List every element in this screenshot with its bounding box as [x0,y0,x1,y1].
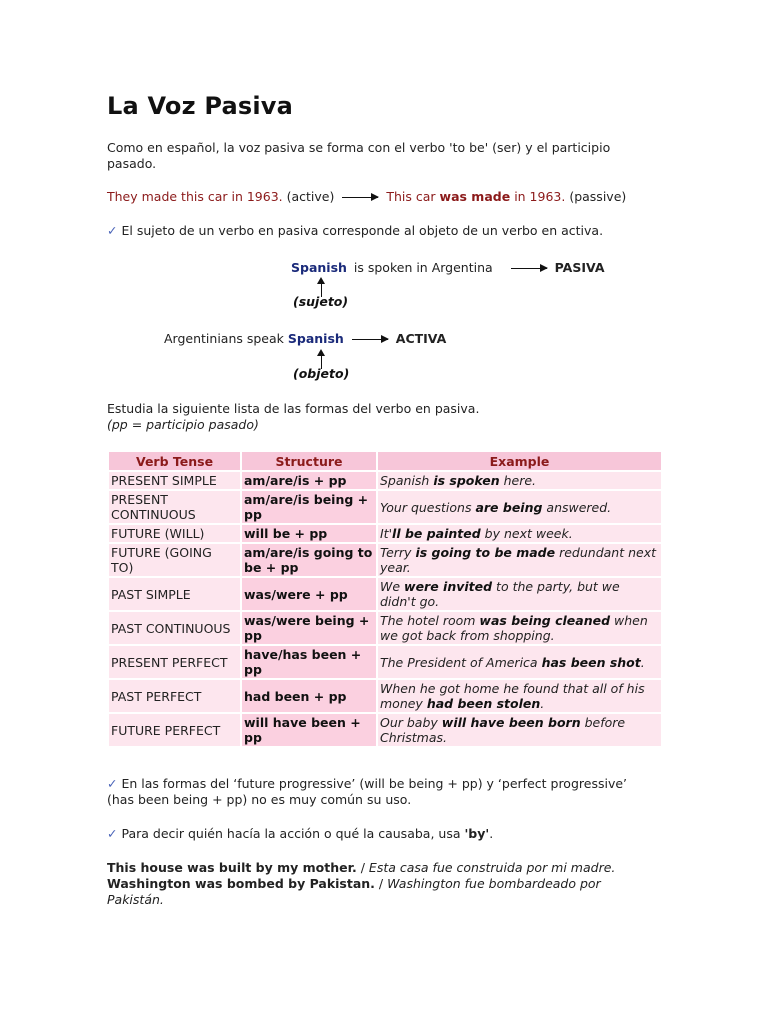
note-3 [107,826,652,842]
cell-verb-tense: FUTURE PERFECT [109,714,240,746]
note-3-by: 'by' [464,826,490,841]
cell-verb-tense: PRESENT SIMPLE [109,472,240,489]
table-row [109,680,661,712]
example-text: here. [499,473,537,488]
cell-structure: will have been + pp [242,714,376,746]
active-sentence: They made this car in 1963. [107,189,283,204]
by-example-es: Washington fue bombardeado por Pakistán. [107,876,601,907]
example-text: when we got back from shopping. [380,613,648,643]
note-2-text: En las formas del ‘future progressive’ (will be being + pp) y ‘perfect progressive’ (has been being + pp) no es muy común su uso. [107,776,628,807]
passive-prefix: This car [386,189,436,204]
study-line-1: Estudia la siguiente lista de las formas del verbo en pasiva. [107,401,480,416]
cell-structure: was/were being + pp [242,612,376,644]
page-title: La Voz Pasiva [107,92,294,120]
study-line-2: (pp = participio pasado) [107,417,259,432]
cell-example [378,612,661,644]
by-example [107,860,627,876]
example-text: . [640,654,645,670]
example-text: Terry [380,545,416,560]
active-label: (active) [286,189,335,204]
table-header-row [109,452,661,470]
cell-verb-tense: PAST SIMPLE [109,578,240,610]
table-row [109,472,661,489]
cell-structure: am/are/is + pp [242,472,376,489]
example-text: When he got home he found that all of his money [380,681,645,711]
header-structure: Structure [242,452,376,470]
by-examples [107,860,627,908]
cell-structure: am/are/is being + pp [242,491,376,523]
note-1-text: El sujeto de un verbo en pasiva corresponde al objeto de un verbo en activa. [121,223,604,238]
example-passive-verb: are being [475,499,543,515]
cell-structure: was/were + pp [242,578,376,610]
table-row [109,525,661,542]
table-row [109,646,661,678]
example-passive-verb: had been stolen [426,696,541,711]
note-2 [107,776,652,808]
cell-verb-tense: PAST PERFECT [109,680,240,712]
checkmark-icon: ✓ [107,223,118,238]
example-text: redundant next year. [380,545,657,575]
example-text: The hotel room [380,613,480,628]
intro-paragraph: Como en español, la voz pasiva se forma con el verbo 'to be' (ser) y el participio pasado. [107,140,611,171]
example-text: Your questions [380,499,476,515]
cell-example [378,525,661,542]
passive-label: (passive) [569,189,627,204]
example-text: We [380,579,405,594]
checkmark-icon: ✓ [107,826,118,841]
by-example-en: This house was built by my mother. [107,860,357,875]
active-object: Spanish [287,331,344,346]
table-row [109,578,661,610]
example-text: It' [380,526,393,541]
table-row [109,544,661,576]
by-example [107,876,627,908]
right-arrow-icon [352,339,388,340]
object-label: (objeto) [293,366,350,381]
example-text: answered. [542,499,612,515]
passive-subject: Spanish [291,260,347,275]
active-prefix: Argentinians speak [164,331,284,346]
example-passive-verb: was being cleaned [479,613,611,628]
example-passive-verb: has been shot [541,654,641,670]
passive-diagram-line [291,260,605,275]
cell-structure: am/are/is going to be + pp [242,544,376,576]
study-paragraph [107,401,652,433]
example-text: The President of America [380,654,542,670]
passive-label: PASIVA [554,260,605,275]
example-passive-verb: ll be painted [392,526,481,541]
cell-structure: had been + pp [242,680,376,712]
note-3-text: Para decir quién hacía la acción o qué la causaba, usa [121,826,465,841]
cell-example [378,680,661,712]
example-text: to the party, but we didn't go. [380,579,620,609]
active-label: ACTIVA [395,331,447,346]
cell-example [378,714,661,746]
cell-example [378,472,661,489]
cell-structure: will be + pp [242,525,376,542]
active-diagram-line [164,331,446,346]
cell-verb-tense: PAST CONTINUOUS [109,612,240,644]
example-text: Our baby [380,715,442,730]
passive-forms-table [107,450,663,748]
cell-verb-tense: PRESENT PERFECT [109,646,240,678]
passive-suffix: in 1963. [514,189,566,204]
passive-verb: was made [439,189,511,204]
example-text: before Christmas. [380,715,626,745]
by-example-es: Esta casa fue construida por mi madre. [368,860,616,875]
cell-example [378,646,661,678]
note-3-end: . [489,826,494,841]
example-text: . [540,696,545,711]
by-example-sep: / [356,860,369,875]
example-passive-verb: were invited [404,579,493,594]
right-arrow-icon [511,268,547,269]
cell-example [378,491,661,523]
subject-label: (sujeto) [293,294,349,309]
example-passive-verb: will have been born [441,715,581,730]
by-example-en: Washington was bombed by Pakistan. [107,876,375,891]
example-line [107,189,652,205]
example-passive-verb: is going to be made [415,545,556,560]
example-passive-verb: is spoken [433,473,500,488]
table-row [109,491,661,523]
by-example-sep: / [374,876,388,891]
checkmark-icon: ✓ [107,776,118,791]
right-arrow-icon [342,197,378,198]
cell-example [378,544,661,576]
cell-example [378,578,661,610]
header-example: Example [378,452,661,470]
cell-verb-tense: PRESENT CONTINUOUS [109,491,240,523]
header-verb-tense: Verb Tense [109,452,240,470]
example-text: by next week. [480,526,573,541]
cell-structure: have/has been + pp [242,646,376,678]
cell-verb-tense: FUTURE (GOING TO) [109,544,240,576]
note-1 [107,223,652,239]
table-row [109,714,661,746]
passive-rest: is spoken in Argentina [353,260,493,275]
table-row [109,612,661,644]
example-text: Spanish [380,473,434,488]
cell-verb-tense: FUTURE (WILL) [109,525,240,542]
